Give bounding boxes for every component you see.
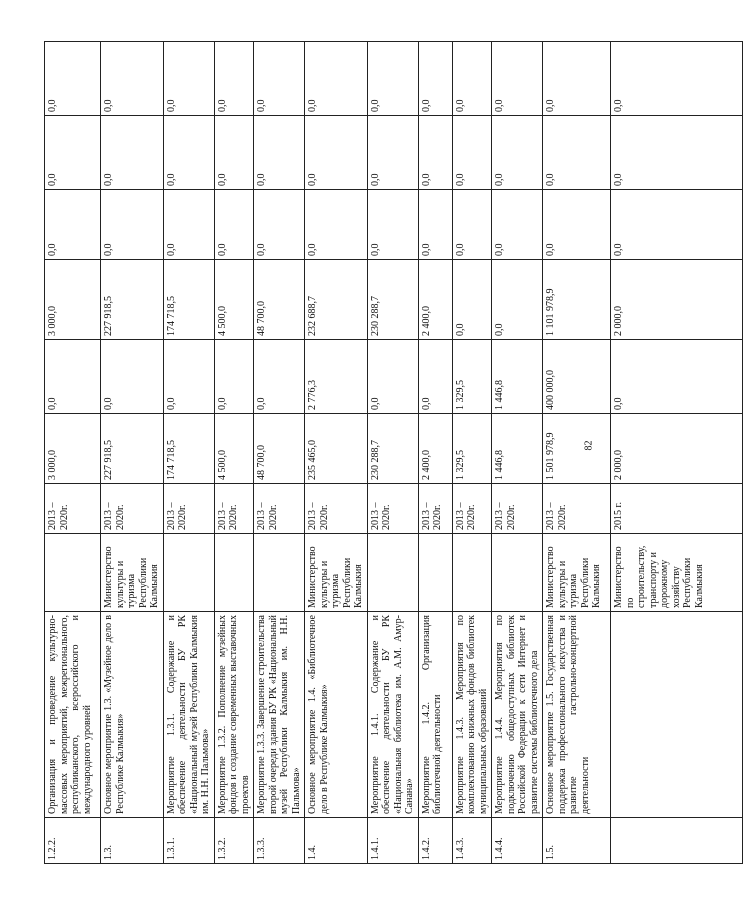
program-table (44, 41, 743, 864)
row-federal: 400 000,0 (543, 340, 611, 414)
row-number: 1.3.2. (214, 818, 254, 864)
row-federal: 0,0 (45, 340, 101, 414)
row-local: 0,0 (214, 190, 254, 260)
table-row (492, 42, 543, 864)
row-period: 2015 г. (611, 484, 743, 534)
rotated-table-wrapper (44, 42, 705, 864)
row-total: 48 700,0 (254, 414, 305, 484)
row-republic: 1 101 978,9 (543, 260, 611, 340)
row-local: 0,0 (418, 190, 452, 260)
row-organization: Министерство культуры и туризма Республики Калмыкия (101, 534, 164, 612)
row-total: 1 446,8 (492, 414, 543, 484)
row-name: Мероприятие 1.4.2. Организация библиотечной деятельности (418, 612, 452, 818)
row-name: Мероприятие 1.3.2. Пополнение музейных фондов и создание современных выставочных проектов (214, 612, 254, 818)
row-organization (254, 534, 305, 612)
row-name: Мероприятие 1.4.1. Содержание и обеспечение деятельности БУ РК «Национальная библиотека им. А.М. Амур-Санана» (367, 612, 418, 818)
row-local: 0,0 (367, 190, 418, 260)
row-number: 1.4.3. (452, 818, 492, 864)
row-period: 2013 – 2020г. (543, 484, 611, 534)
row-extra: 0,0 (543, 116, 611, 190)
row-number: 1.3. (101, 818, 164, 864)
row-local: 0,0 (101, 190, 164, 260)
row-organization (163, 534, 214, 612)
table-row (214, 42, 254, 864)
row-total: 227 918,5 (101, 414, 164, 484)
table-row (452, 42, 492, 864)
row-republic: 2 400,0 (418, 260, 452, 340)
row-number: 1.4.4. (492, 818, 543, 864)
row-number (611, 818, 743, 864)
table-row (418, 42, 452, 864)
row-extra: 0,0 (163, 116, 214, 190)
row-republic: 0,0 (492, 260, 543, 340)
row-name: Основное мероприятие 1.3. «Музейное дело в Республике Калмыкия» (101, 612, 164, 818)
row-local: 0,0 (163, 190, 214, 260)
row-local: 0,0 (611, 190, 743, 260)
row-extra: 0,0 (101, 116, 164, 190)
row-total: 4 500,0 (214, 414, 254, 484)
row-other: 0,0 (101, 42, 164, 116)
row-local: 0,0 (305, 190, 368, 260)
row-republic: 0,0 (452, 260, 492, 340)
row-number: 1.2.2. (45, 818, 101, 864)
row-republic: 174 718,5 (163, 260, 214, 340)
row-name: Мероприятие 1.4.4. Мероприятия по подключению общедоступных библиотек Российской Федерации к сети Интернет и развитие системы библиотечного дела (492, 612, 543, 818)
row-organization (492, 534, 543, 612)
row-local: 0,0 (45, 190, 101, 260)
row-extra: 0,0 (254, 116, 305, 190)
row-republic: 48 700,0 (254, 260, 305, 340)
row-local: 0,0 (492, 190, 543, 260)
table-row (163, 42, 214, 864)
page-number: 82 (583, 440, 595, 451)
row-federal: 0,0 (367, 340, 418, 414)
row-number: 1.3.3. (254, 818, 305, 864)
table-row (254, 42, 305, 864)
row-other: 0,0 (452, 42, 492, 116)
row-organization (214, 534, 254, 612)
table-body (45, 42, 743, 864)
row-federal: 0,0 (254, 340, 305, 414)
row-number: 1.3.1. (163, 818, 214, 864)
row-period: 2013 – 2020г. (492, 484, 543, 534)
row-extra: 0,0 (305, 116, 368, 190)
row-total: 230 288,7 (367, 414, 418, 484)
row-organization (418, 534, 452, 612)
row-republic: 230 288,7 (367, 260, 418, 340)
row-period: 2013 – 2020г. (214, 484, 254, 534)
row-other: 0,0 (305, 42, 368, 116)
row-local: 0,0 (543, 190, 611, 260)
row-federal: 1 446,8 (492, 340, 543, 414)
row-republic: 2 000,0 (611, 260, 743, 340)
row-local: 0,0 (254, 190, 305, 260)
row-extra: 0,0 (214, 116, 254, 190)
row-period: 2013 – 2020г. (367, 484, 418, 534)
row-organization (367, 534, 418, 612)
row-period: 2013 – 2020г. (305, 484, 368, 534)
table-row (543, 42, 611, 864)
row-other: 0,0 (492, 42, 543, 116)
row-republic: 4 500,0 (214, 260, 254, 340)
row-republic: 232 688,7 (305, 260, 368, 340)
row-republic: 227 918,5 (101, 260, 164, 340)
row-extra: 0,0 (367, 116, 418, 190)
row-number: 1.4. (305, 818, 368, 864)
row-period: 2013 – 2020г. (163, 484, 214, 534)
row-federal: 0,0 (611, 340, 743, 414)
row-name: Мероприятие 1.3.3. Завершение строительства второй очереди здания БУ РК «Национальный музей Республики Калмыкия им. Н.Н. Пальмова» (254, 612, 305, 818)
row-name: Основное мероприятие 1.4. «Библиотечное дело в Республике Калмыкия» (305, 612, 368, 818)
row-name (611, 612, 743, 818)
row-federal: 1 329,5 (452, 340, 492, 414)
row-federal: 0,0 (418, 340, 452, 414)
row-other: 0,0 (418, 42, 452, 116)
row-extra: 0,0 (452, 116, 492, 190)
row-extra: 0,0 (492, 116, 543, 190)
row-total: 3 000,0 (45, 414, 101, 484)
row-period: 2013 – 2020г. (452, 484, 492, 534)
row-total: 2 400,0 (418, 414, 452, 484)
row-total: 1 329,5 (452, 414, 492, 484)
row-total: 2 000,0 (611, 414, 743, 484)
row-other: 0,0 (163, 42, 214, 116)
row-other: 0,0 (611, 42, 743, 116)
row-number: 1.4.1. (367, 818, 418, 864)
row-federal: 0,0 (101, 340, 164, 414)
row-organization (45, 534, 101, 612)
row-federal: 0,0 (163, 340, 214, 414)
row-period: 2013 – 2020г. (45, 484, 101, 534)
row-other: 0,0 (543, 42, 611, 116)
table-row (101, 42, 164, 864)
row-local: 0,0 (452, 190, 492, 260)
row-other: 0,0 (45, 42, 101, 116)
row-name: Основное мероприятие 1.5. Государственная поддержка профессионального искусства и развитие гастрольно-концертной деятельности (543, 612, 611, 818)
row-other: 0,0 (254, 42, 305, 116)
row-period: 2013 – 2020г. (418, 484, 452, 534)
row-name: Организация и проведение культурно-массовых мероприятий, межрегионального, республиканского, всероссийского и международного уровней (45, 612, 101, 818)
row-number: 1.4.2. (418, 818, 452, 864)
row-extra: 0,0 (45, 116, 101, 190)
table-row (611, 42, 743, 864)
row-period: 2013 – 2020г. (101, 484, 164, 534)
table-row (45, 42, 101, 864)
row-other: 0,0 (214, 42, 254, 116)
table-row (367, 42, 418, 864)
row-other: 0,0 (367, 42, 418, 116)
row-name: Мероприятие 1.3.1. Содержание и обеспечение деятельности БУ РК «Национальный музей Республики Калмыкия им. Н.Н. Пальмова» (163, 612, 214, 818)
row-total: 1 501 978,9 (543, 414, 611, 484)
row-extra: 0,0 (611, 116, 743, 190)
row-organization: Министерство культуры и туризма Республики Калмыкия (305, 534, 368, 612)
row-federal: 2 776,3 (305, 340, 368, 414)
row-organization: Министерство культуры и туризма Республики Калмыкия (543, 534, 611, 612)
table-row (305, 42, 368, 864)
row-extra: 0,0 (418, 116, 452, 190)
row-organization (452, 534, 492, 612)
row-republic: 3 000,0 (45, 260, 101, 340)
row-total: 174 718,5 (163, 414, 214, 484)
row-number: 1.5. (543, 818, 611, 864)
row-period: 2013 – 2020г. (254, 484, 305, 534)
row-total: 235 465,0 (305, 414, 368, 484)
row-organization: Министерство по строительству, транспорту и дорожному хозяйству Республики Калмыкия (611, 534, 743, 612)
row-name: Мероприятие 1.4.3. Мероприятия по комплектованию книжных фондов библиотек муниципальных образований (452, 612, 492, 818)
row-federal: 0,0 (214, 340, 254, 414)
